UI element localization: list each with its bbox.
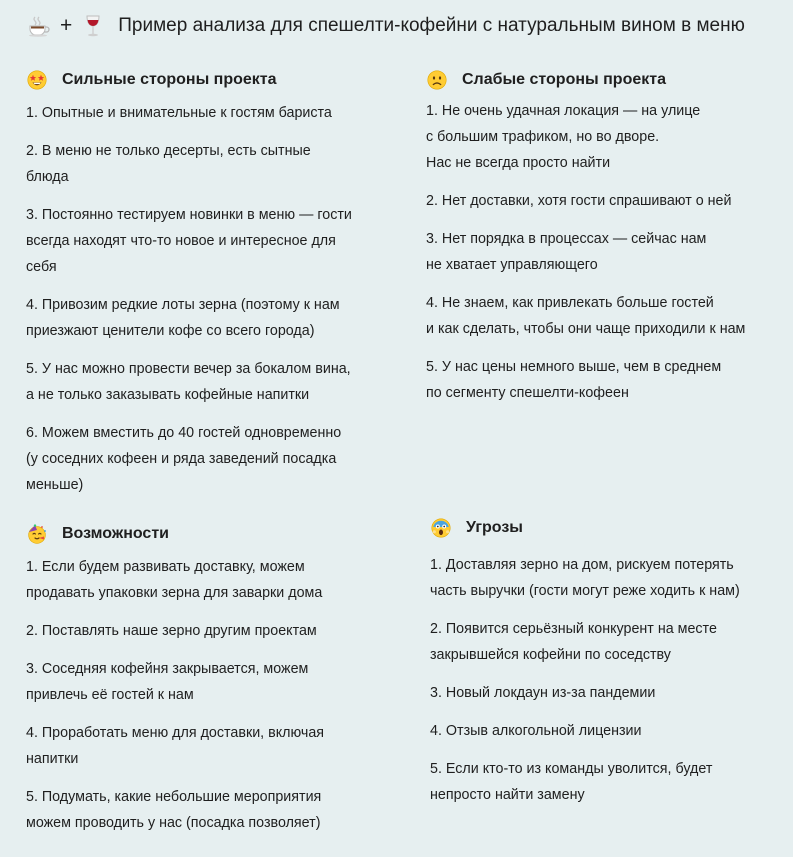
list-item: 1. Не очень удачная локация — на улице с большим трафиком, но во дворе. Нас не всегда просто найти — [426, 103, 701, 171]
wine-glass-icon — [80, 13, 106, 39]
screaming-face-icon — [430, 517, 452, 539]
strengths-heading: Сильные стороны проекта — [62, 71, 277, 88]
list-item: 1. Опытные и внимательные к гостям бариста — [26, 105, 332, 121]
list-item: 2. Нет доставки, хотя гости спрашивают о ней — [426, 193, 732, 209]
partying-face-icon — [26, 523, 48, 545]
slightly-frowning-face-icon — [426, 69, 448, 91]
star-struck-face-icon — [26, 69, 48, 91]
opportunities-heading: Возможности — [62, 525, 169, 542]
opportunities-heading-row — [26, 522, 376, 546]
weaknesses-list — [426, 98, 786, 406]
list-item: 4. Не знаем, как привлекать больше гостей и как сделать, чтобы они чаще приходили к нам — [426, 295, 746, 337]
list-item: 4. Проработать меню для доставки, включая напитки — [26, 725, 325, 767]
list-item: 3. Соседняя кофейня закрывается, можем привлечь её гостей к нам — [26, 661, 309, 703]
threats-heading: Угрозы — [466, 519, 523, 536]
threats-heading-row — [430, 516, 780, 540]
list-item: 4. Отзыв алкогольной лицензии — [430, 723, 642, 739]
list-item: 5. Если кто-то из команды уволится, будет непросто найти замену — [430, 761, 713, 803]
strengths-section — [26, 68, 376, 498]
weaknesses-heading-row — [426, 68, 786, 92]
strengths-list — [26, 100, 376, 498]
list-item: 3. Постоянно тестируем новинки в меню — гости всегда находят что-то новое и интересное для себя — [26, 207, 352, 275]
list-item: 5. У нас можно провести вечер за бокалом вина, а не только заказывать кофейные напитки — [26, 361, 351, 403]
threats-list — [430, 552, 780, 808]
list-item: 2. В меню не только десерты, есть сытные блюда — [26, 143, 311, 185]
list-item: 2. Появится серьёзный конкурент на месте закрывшейся кофейни по соседству — [430, 621, 717, 663]
list-item: 2. Поставлять наше зерно другим проектам — [26, 623, 317, 639]
list-item: 1. Если будем развивать доставку, можем продавать упаковки зерна для заварки дома — [26, 559, 323, 601]
strengths-heading-row — [26, 68, 376, 92]
hot-beverage-icon — [26, 13, 52, 39]
plus-sign: + — [60, 14, 73, 37]
list-item: 3. Нет порядка в процессах — сейчас нам не хватает управляющего — [426, 231, 707, 273]
list-item: 4. Привозим редкие лоты зерна (поэтому к нам приезжают ценители кофе со всего города) — [26, 297, 340, 339]
list-item: 5. У нас цены немного выше, чем в среднем по сегменту спешелти-кофеен — [426, 359, 722, 401]
list-item: 5. Подумать, какие небольшие мероприятия можем проводить у нас (посадка позволяет) — [26, 789, 322, 831]
weaknesses-heading: Слабые стороны проекта — [462, 71, 666, 88]
opportunities-section — [26, 522, 376, 836]
list-item: 6. Можем вместить до 40 гостей одновременно (у соседних кофеен и ряда заведений посадка меньше) — [26, 425, 342, 493]
list-item: 3. Новый локдаун из-за пандемии — [430, 685, 656, 701]
threats-section — [430, 516, 780, 808]
list-item: 1. Доставляя зерно на дом, рискуем потерять часть выручки (гости могут реже ходить к нам) — [430, 557, 740, 599]
page-title: Пример анализа для спешелти-кофейни с натуральным вином в меню — [118, 15, 745, 36]
page-title-row — [26, 10, 745, 42]
opportunities-list — [26, 554, 376, 836]
weaknesses-section — [426, 68, 786, 406]
